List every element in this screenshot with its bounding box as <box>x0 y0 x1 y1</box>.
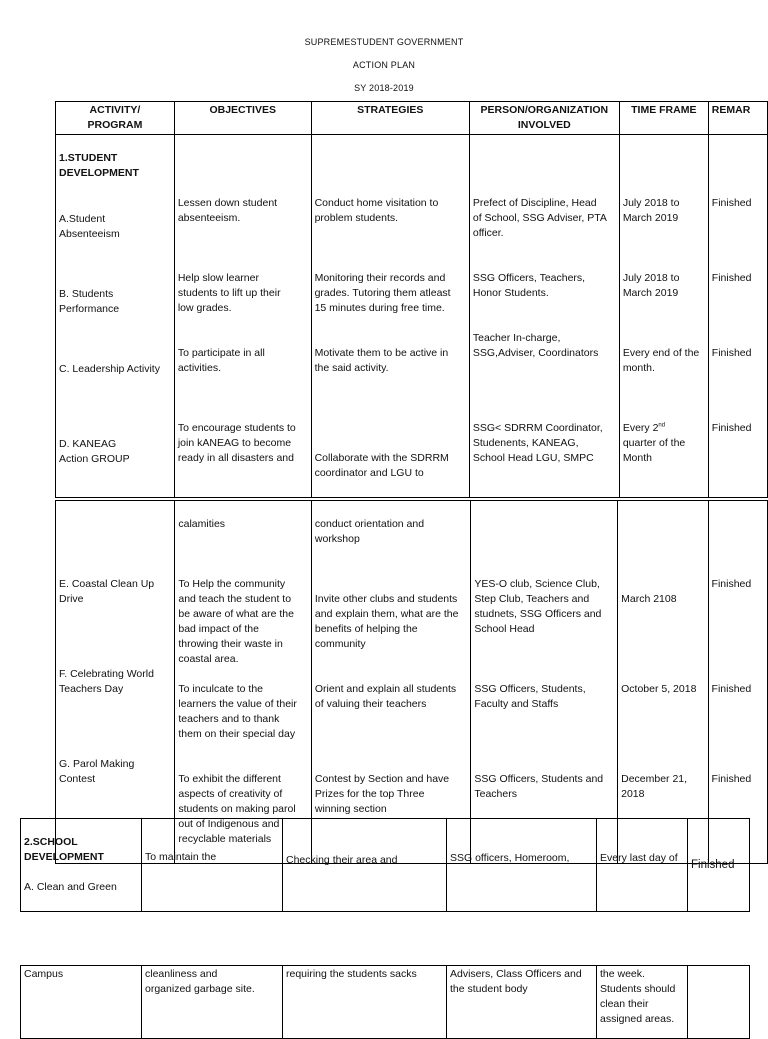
cell-time-frame: the week. Students should clean their assigned areas. <box>597 966 688 1039</box>
action-plan-table-1 <box>55 101 768 498</box>
cell-remarks: Finished <box>711 197 752 209</box>
school-year: SY 2018-2019 <box>354 83 414 93</box>
cell-strategies: Collaborate with the SDRRM coordinator and LGU to <box>314 452 449 479</box>
action-plan-table-3 <box>20 818 750 912</box>
cell-strategies: Motivate them to be active in the said activity. <box>314 347 449 374</box>
cell-objectives: To inculcate to the learners the value of their teachers and to thank them on their special day <box>178 683 297 740</box>
cell-strategies: Contest by Section and have Prizes for the top Three winning section <box>314 773 450 815</box>
cell-objectives: cleanliness and organized garbage site. <box>142 966 283 1039</box>
cell-person: Prefect of Discipline, Head of School, SSG Adviser, PTA officer. <box>472 197 607 239</box>
cell-remarks: Finished <box>711 578 752 590</box>
col-header-activity: ACTIVITY/ PROGRAM <box>56 102 175 135</box>
cell-person: Advisers, Class Officers and the student body <box>447 966 597 1039</box>
doc-title: ACTION PLAN <box>352 60 416 70</box>
table-row <box>21 966 750 1039</box>
cell-person: SSG officers, Homeroom, <box>450 852 570 864</box>
col-header-remarks: REMAR <box>708 102 767 135</box>
cell-strategies: requiring the students sacks <box>283 966 447 1039</box>
cell-objectives: To exhibit the different aspects of creativity of students on making parol out of Indigenous and recyclable materials <box>178 773 296 845</box>
cell-strategies: Conduct home visitation to problem students. <box>314 197 439 224</box>
col-header-strategies: STRATEGIES <box>311 102 469 135</box>
cell-activity: B. Students Performance <box>59 288 120 315</box>
action-plan-table-2 <box>55 500 768 864</box>
section-heading: 1.STUDENT DEVELOPMENT <box>59 152 139 179</box>
cell-objectives: Lessen down student absenteeism. <box>177 197 278 224</box>
table-row <box>21 819 750 912</box>
cell-time-frame: March 2108 <box>621 593 677 605</box>
cell-person: SSG Officers, Students and Teachers <box>474 773 604 800</box>
cell-strategies: Checking their area and <box>286 854 398 866</box>
cell-objectives: To Help the community and teach the student to be aware of what are the bad impact of the throwing their waste in coastal area. <box>178 578 294 665</box>
cell-objectives: To encourage students to join kANEAG to become ready in all disasters and <box>177 422 296 464</box>
cell-time-frame: Every last day of <box>600 852 678 864</box>
cell-remarks: Finished <box>688 819 750 912</box>
cell-remarks <box>688 966 750 1039</box>
cell-activity: A. Clean and Green <box>24 881 117 893</box>
cell-objectives: To participate in all activities. <box>177 347 265 374</box>
cell-activity: Campus <box>21 966 142 1039</box>
cell-remarks: Finished <box>711 773 752 785</box>
cell-person: SSG< SDRRM Coordinator, Studenents, KANEAG, School Head LGU, SMPC <box>472 422 603 464</box>
col-header-person: PERSON/ORGANIZATION INVOLVED <box>469 102 619 135</box>
cell-person: YES-O club, Science Club, Step Club, Teachers and studnets, SSG Officers and School Head <box>474 578 602 635</box>
cell-remarks: Finished <box>711 272 752 284</box>
cell-time-frame: July 2018 to March 2019 <box>622 272 680 299</box>
cell-remarks: Finished <box>711 683 752 695</box>
table-header-row <box>56 102 768 135</box>
cell-activity: A.Student Absenteeism <box>59 213 120 240</box>
cell-activity: G. Parol Making Contest <box>59 758 135 785</box>
cell-time-frame: Every end of the month. <box>622 347 700 374</box>
col-header-objectives: OBJECTIVES <box>174 102 311 135</box>
cell-activity: F. Celebrating World Teachers Day <box>59 668 154 695</box>
section-heading: 2.SCHOOL DEVELOPMENT <box>24 836 104 863</box>
cell-person: SSG Officers, Students, Faculty and Staffs <box>474 683 586 710</box>
org-title: SUPREMESTUDENT GOVERNMENT <box>304 37 464 47</box>
cell-time-frame: Every 2nd quarter of the Month <box>622 422 686 464</box>
cell-remarks: Finished <box>711 347 752 359</box>
table-row <box>56 135 768 498</box>
cell-strategies: Orient and explain all students of valuing their teachers <box>314 683 457 710</box>
cell-objectives: calamities <box>178 518 226 530</box>
cell-remarks: Finished <box>711 422 752 434</box>
cell-strategies: Invite other clubs and students and explain them, what are the benefits of helping the community <box>314 593 459 650</box>
cell-activity: E. Coastal Clean Up Drive <box>59 578 155 605</box>
cell-person: Teacher In-charge, SSG,Adviser, Coordinators <box>472 332 599 359</box>
table-row <box>56 501 768 864</box>
cell-time-frame: October 5, 2018 <box>621 683 697 695</box>
cell-person: SSG Officers, Teachers, Honor Students. <box>472 272 586 299</box>
cell-activity: C. Leadership Activity <box>59 363 160 375</box>
cell-strategies: conduct orientation and workshop <box>314 518 425 545</box>
cell-time-frame: July 2018 to March 2019 <box>622 197 680 224</box>
action-plan-table-4 <box>20 965 750 1039</box>
cell-objectives: To maintain the <box>145 851 217 863</box>
cell-activity: D. KANEAG Action GROUP <box>59 438 130 465</box>
cell-time-frame: December 21, 2018 <box>621 773 688 800</box>
cell-strategies: Monitoring their records and grades. Tutoring them atleast 15 minutes during free time. <box>314 272 451 314</box>
col-header-time-frame: TIME FRAME <box>619 102 708 135</box>
cell-objectives: Help slow learner students to lift up their low grades. <box>177 272 281 314</box>
